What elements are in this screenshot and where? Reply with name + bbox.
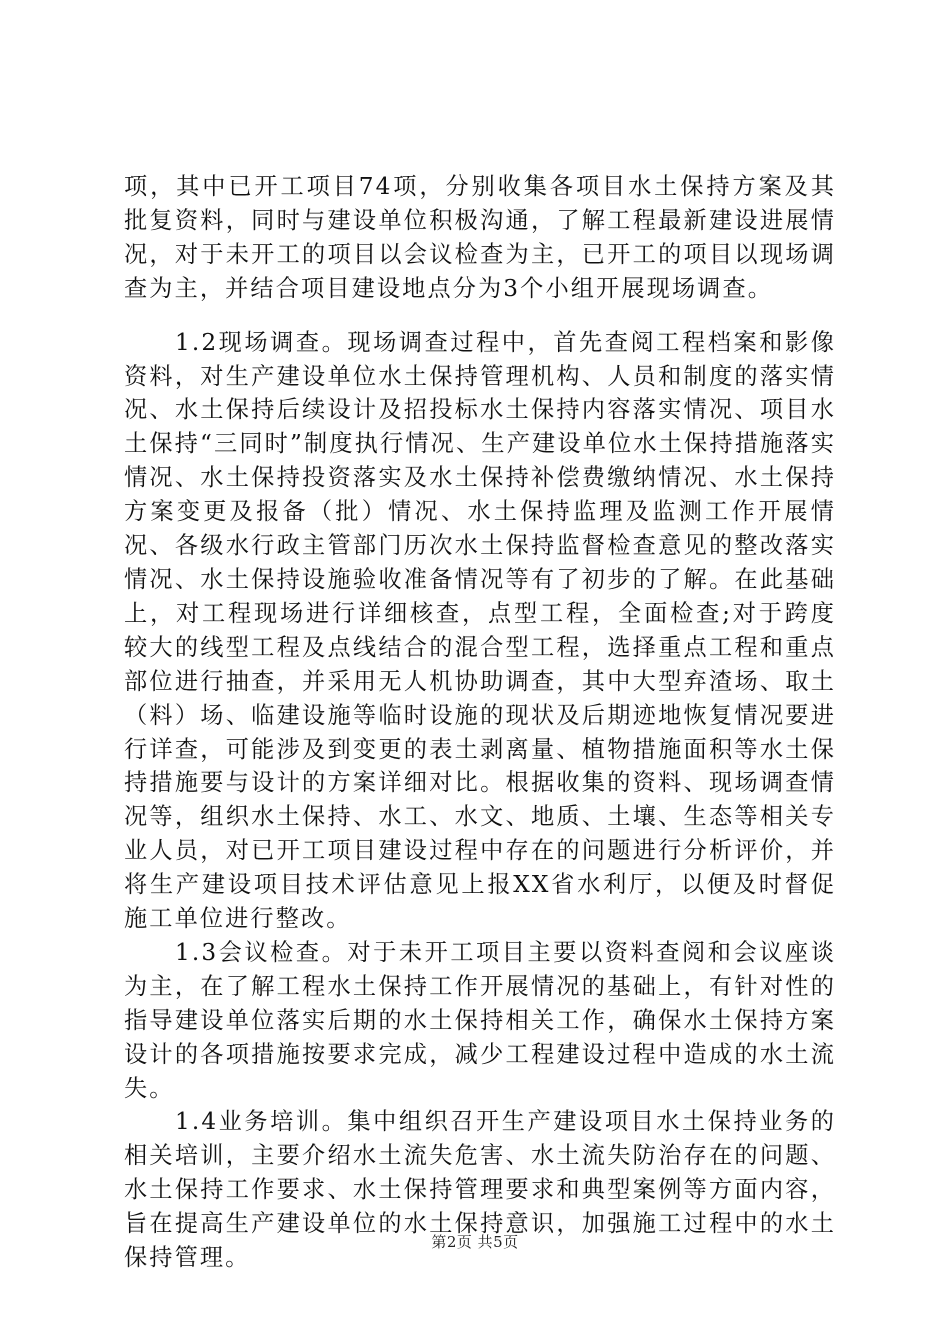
page-number-label: 第2页 共5页 (431, 1233, 519, 1251)
paragraph-site-survey: 1.2现场调查。现场调查过程中，首先查阅工程档案和影像资料，对生产建设单位水土保持管理机构、人员和制度的落实情况、水土保持后续设计及招投标水土保持内容落实情况、项目水土保持“三同时”制度执行情况、生产建设单位水土保持措施落实情况、水土保持投资落实及水土保持补偿费缴纳情况、水土保持方案变更及报备（批）情况、水土保持监理及监测工作开展情况、各级水行政主管部门历次水土保持监督检查意见的整改落实情况、水土保持设施验收准备情况等有了初步的了解。在此基础上，对工程现场进行详细核查，点型工程，全面检查;对于跨度较大的线型工程及点线结合的混合型工程，选择重点工程和重点部位进行抽查，并采用无人机协助调查，其中大型弃渣场、取土（料）场、临建设施等临时设施的现状及后期迹地恢复情况要进行详查，可能涉及到变更的表土剥离量、植物措施面积等水土保持措施要与设计的方案详细对比。根据收集的资料、现场调查情况等，组织水土保持、水工、水文、地质、土壤、生态等相关专业人员，对已开工项目建设过程中存在的问题进行分析评价，并将生产建设项目技术评估意见上报XX省水利厅，以便及时督促施工单位进行整改。 (124, 328, 836, 933)
page-footer (0, 1231, 950, 1252)
paragraph-continuation: 项，其中已开工项目74项，分别收集各项目水土保持方案及其批复资料，同时与建设单位积极沟通，了解工程最新建设进展情况，对于未开工的项目以会议检查为主，已开工的项目以现场调查为主，并结合项目建设地点分为3个小组开展现场调查。 (124, 173, 836, 302)
document-body (124, 170, 836, 1275)
paragraph-meeting-inspection: 1.3会议检查。对于未开工项目主要以资料查阅和会议座谈为主，在了解工程水土保持工作开展情况的基础上，有针对性的指导建设单位落实后期的水土保持相关工作，确保水土保持方案设计的各项措施按要求完成，减少工程建设过程中造成的水土流失。 (124, 938, 836, 1102)
paragraph-business-training: 1.4业务培训。集中组织召开生产建设项目水土保持业务的相关培训，主要介绍水土流失危害、水土流失防治存在的问题、水土保持工作要求、水土保持管理要求和典型案例等方面内容，旨在提高生产建设单位的水土保持意识，加强施工过程中的水土保持管理。 (124, 1108, 836, 1272)
